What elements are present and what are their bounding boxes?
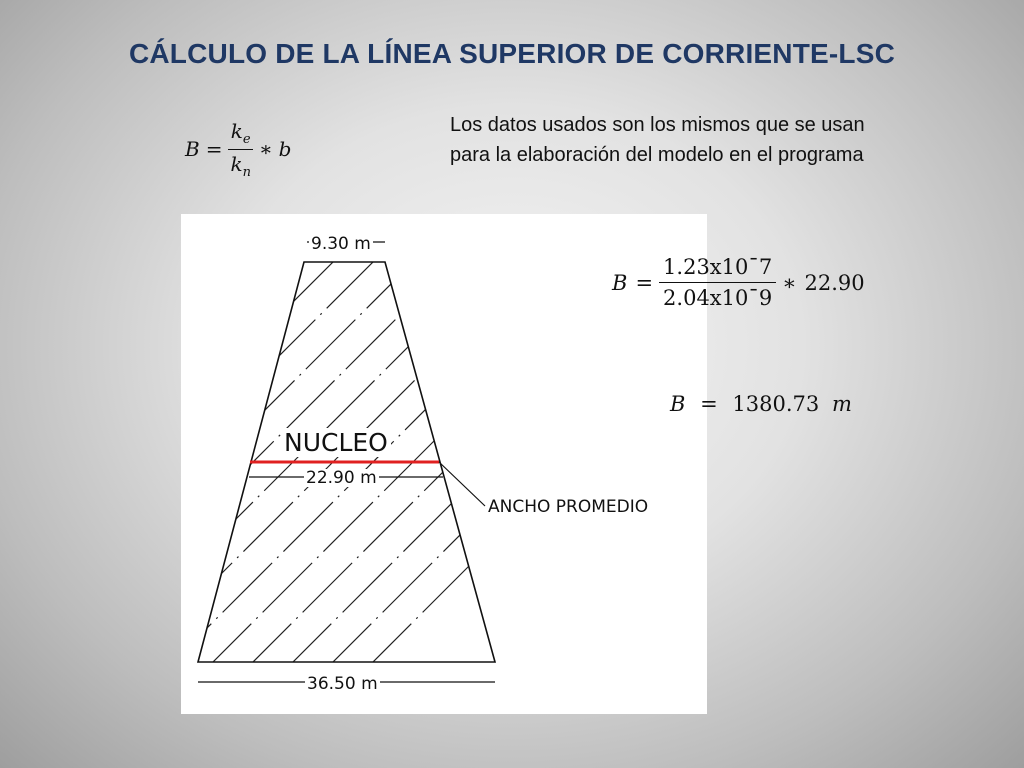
kn-symbol: k <box>230 151 243 176</box>
numeric-formula <box>612 252 865 313</box>
average-width-label: 22.90 m <box>306 468 377 488</box>
average-width-callout: ANCHO PROMEDIO <box>488 497 649 517</box>
equals-sign: = <box>205 137 223 161</box>
ke-subscript: e <box>242 131 251 147</box>
kn-value: 2.04x10¯9 <box>659 282 776 313</box>
top-width-label: 9.30 m <box>311 234 371 254</box>
result-lhs: B <box>670 392 686 416</box>
ke-symbol: k <box>230 118 243 143</box>
ke-value: 1.23x10¯7 <box>663 255 773 279</box>
multiply-operator: ∗ <box>782 270 797 295</box>
result-unit: m <box>831 392 852 416</box>
equals-sign: = <box>700 392 718 416</box>
multiply-operator: ∗ <box>258 137 273 161</box>
explanation-text <box>450 110 970 170</box>
slide-title: CÁLCULO DE LA LÍNEA SUPERIOR DE CORRIENTE-LSC <box>128 38 896 69</box>
explanation-line-1: Los datos usados son los mismos que se usan <box>450 114 865 136</box>
general-formula <box>185 116 291 182</box>
core-label: NUCLEO <box>281 428 391 457</box>
explanation-line-2: para la elaboración del modelo en el programa <box>450 144 864 166</box>
formula-lhs: B <box>185 137 200 161</box>
result-formula <box>670 392 852 416</box>
kn-subscript: n <box>242 164 251 180</box>
bottom-width-label: 36.50 m <box>307 674 378 694</box>
width-symbol: b <box>278 137 292 161</box>
permeability-ratio <box>228 119 253 180</box>
equals-sign: = <box>635 270 654 295</box>
formula-lhs: B <box>612 270 628 295</box>
permeability-values <box>659 252 776 313</box>
average-width-value: 22.90 <box>804 270 865 295</box>
result-value: 1380.73 <box>732 392 820 416</box>
